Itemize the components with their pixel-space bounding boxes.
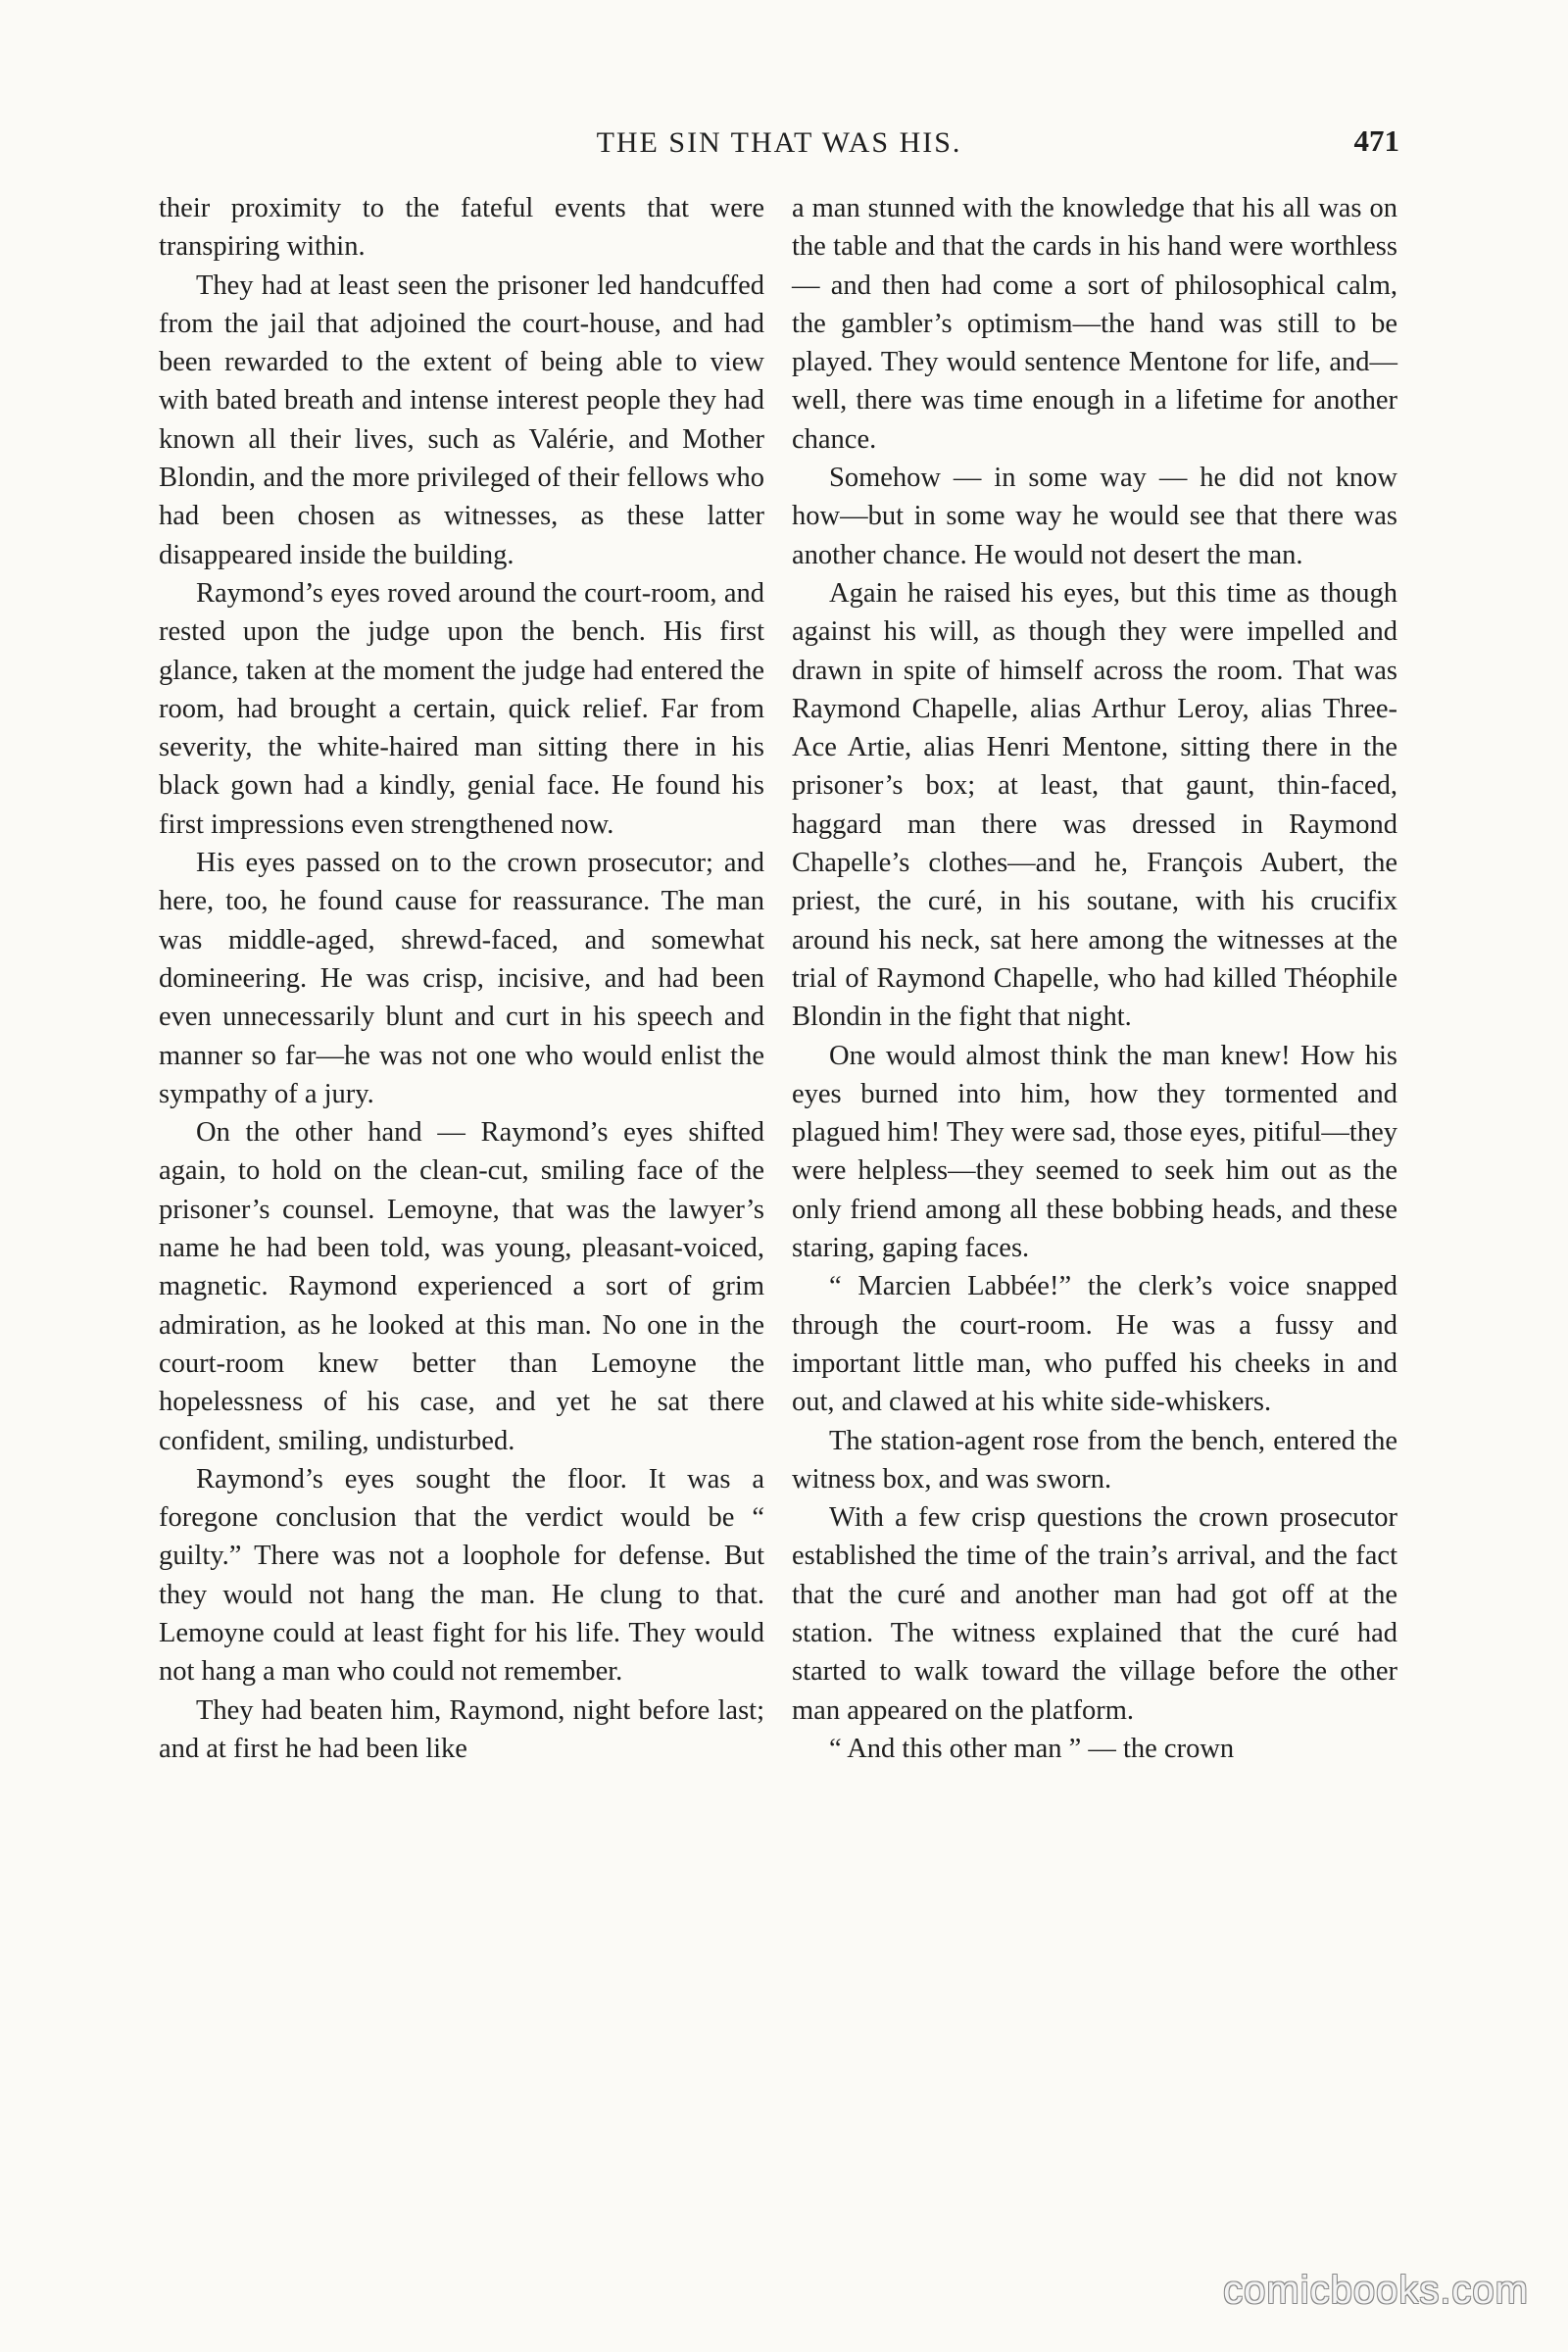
right-paragraph-1: a man stunned with the knowledge that his all was on the table and that the cards in his hand were worthless — and then had come a sort of philosophical calm, the gambler’s optimism—the hand was still to be played. They would sentence Mentone for life, and—well, there was time enough in a lifetime for another chance.: [792, 193, 1397, 455]
right-paragraph-2: Somehow — in some way — he did not know how—but in some way he would see that there was another chance. He would not desert the man.: [792, 463, 1397, 570]
right-paragraph-3: Again he raised his eyes, but this time as though against his will, as though they were impelled and drawn in spite of himself across the room. That was Raymond Chapelle, alias Arthur Leroy, alias Three-Ace Artie, alias Henri Mentone, sitting there in the prisoner’s box; at least, that gaunt, thin-faced, haggard man there was dressed in Raymond Chapelle’s clothes—and he, François Aubert, the priest, the curé, in his soutane, with his crucifix around his neck, sat here among the witnesses at the trial of Raymond Chapelle, who had killed Théophile Blondin in the fight that night.: [792, 577, 1397, 1033]
left-text-column: [159, 189, 764, 2159]
page-header: [159, 123, 1399, 169]
right-paragraph-6: The station-agent rose from the bench, entered the witness box, and was sworn.: [792, 1425, 1397, 1494]
left-paragraph-3: Raymond’s eyes roved around the court-room, and rested upon the judge upon the bench. His first glance, taken at the moment the judge had entered the room, had brought a certain, quick relief. Far from severity, the white-haired man sitting there in his black gown had a kindly, genial face. He found his first impressions even strengthened now.: [159, 577, 764, 840]
right-paragraph-8: “ And this other man ” — the crown: [829, 1733, 1235, 1764]
watermark-logo: comicbooks.com: [1223, 2269, 1529, 2312]
left-paragraph-2: They had at least seen the prisoner led handcuffed from the jail that adjoined the court-house, and had been rewarded to the extent of being able to view with bated breath and intense interest people they had known all their lives, such as Valérie, and Mother Blondin, and the more privileged of their fellows who had been chosen as witnesses, as these latter disappeared inside the building.: [159, 270, 764, 570]
right-paragraph-4: One would almost think the man knew! How his eyes burned into him, how they tormented and plagued him! They were sad, those eyes, pitiful—they were helpless—they seemed to seek him out as the only friend among all these bobbing heads, and these staring, gaping faces.: [792, 1040, 1397, 1264]
left-paragraph-4: His eyes passed on to the crown prosecutor; and here, too, he found cause for reassurance. The man was middle-aged, shrewd-faced, and somewhat domineering. He was crisp, incisive, and had been even unnecessarily blunt and curt in his speech and manner so far—he was not one who would enlist the sympathy of a jury.: [159, 848, 764, 1109]
right-text-column: [792, 189, 1397, 2159]
right-paragraph-5: “ Marcien Labbée!” the clerk’s voice snapped through the court-room. He was a fussy and important little man, who puffed his cheeks in and out, and clawed at his white side-whiskers.: [792, 1271, 1397, 1418]
left-paragraph-1: their proximity to the fateful events that were transpiring within.: [159, 193, 764, 263]
page-number: 471: [1353, 123, 1399, 158]
running-title: THE SIN THAT WAS HIS.: [596, 126, 962, 159]
left-paragraph-7: They had beaten him, Raymond, night before last; and at first he had been like: [159, 1694, 764, 1764]
left-paragraph-5: On the other hand — Raymond’s eyes shifted again, to hold on the clean-cut, smiling face of the prisoner’s counsel. Lemoyne, that was the lawyer’s name he had been told, was young, pleasant-voiced, magnetic. Raymond experienced a sort of grim admiration, as he looked at this man. No one in the court-room knew better than Lemoyne the hopelessness of his case, and yet he sat there confident, smiling, undisturbed.: [159, 1117, 764, 1456]
right-paragraph-7: With a few crisp questions the crown prosecutor established the time of the train’s arrival, and the fact that the curé and another man had got off at the station. The witness explained that the curé had started to walk toward the village before the other man appeared on the platform.: [792, 1502, 1397, 1726]
left-paragraph-6: Raymond’s eyes sought the floor. It was a foregone conclusion that the verdict would be “ guilty.” There was not a loophole for defense. But they would not hang the man. He clung to that. Lemoyne could at least fight for his life. They would not hang a man who could not remember.: [159, 1463, 764, 1688]
